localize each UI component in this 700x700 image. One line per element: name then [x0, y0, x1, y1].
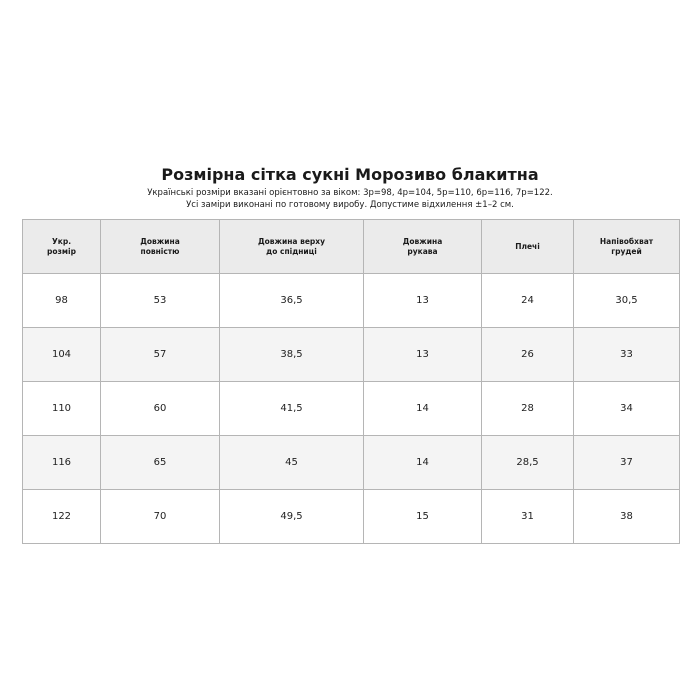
header-shoulders: Плечі — [482, 220, 574, 274]
table-cell: 122 — [23, 490, 101, 544]
table-cell: 57 — [101, 328, 220, 382]
table-cell: 60 — [101, 382, 220, 436]
header-top-length: Довжина верху до спідниці — [220, 220, 364, 274]
header-ua-size: Укр. розмір — [23, 220, 101, 274]
table-row — [23, 274, 680, 328]
table-row — [23, 490, 680, 544]
table-cell: 38,5 — [220, 328, 364, 382]
table-cell: 110 — [23, 382, 101, 436]
table-cell: 31 — [482, 490, 574, 544]
header-half-chest: Напівобхват грудей — [574, 220, 680, 274]
table-row — [23, 436, 680, 490]
table-cell: 41,5 — [220, 382, 364, 436]
table-cell: 28 — [482, 382, 574, 436]
table-cell: 26 — [482, 328, 574, 382]
table-cell: 24 — [482, 274, 574, 328]
size-chart-table — [22, 219, 680, 544]
table-cell: 70 — [101, 490, 220, 544]
page-title: Розмірна сітка сукні Морозиво блакитна — [161, 165, 539, 184]
table-cell: 98 — [23, 274, 101, 328]
header-sleeve-length: Довжина рукава — [364, 220, 482, 274]
table-cell: 15 — [364, 490, 482, 544]
table-cell: 33 — [574, 328, 680, 382]
table-cell: 53 — [101, 274, 220, 328]
table-cell: 34 — [574, 382, 680, 436]
table-cell: 30,5 — [574, 274, 680, 328]
table-cell: 116 — [23, 436, 101, 490]
table-cell: 37 — [574, 436, 680, 490]
table-header-row — [23, 220, 680, 274]
table-row — [23, 382, 680, 436]
table-row — [23, 328, 680, 382]
table-cell: 36,5 — [220, 274, 364, 328]
table-cell: 14 — [364, 436, 482, 490]
subtitle-line-1: Українські розміри вказані орієнтовно за віком: 3р=98, 4р=104, 5р=110, 6р=116, 7р=122. — [147, 188, 553, 198]
table-cell: 49,5 — [220, 490, 364, 544]
table-cell: 13 — [364, 328, 482, 382]
header-total-length: Довжина повністю — [101, 220, 220, 274]
table-cell: 104 — [23, 328, 101, 382]
table-cell: 38 — [574, 490, 680, 544]
table-cell: 14 — [364, 382, 482, 436]
table-cell: 45 — [220, 436, 364, 490]
table-cell: 65 — [101, 436, 220, 490]
table-cell: 28,5 — [482, 436, 574, 490]
subtitle-line-2: Усі заміри виконані по готовому виробу. Допустиме відхилення ±1–2 см. — [186, 200, 514, 210]
table-cell: 13 — [364, 274, 482, 328]
